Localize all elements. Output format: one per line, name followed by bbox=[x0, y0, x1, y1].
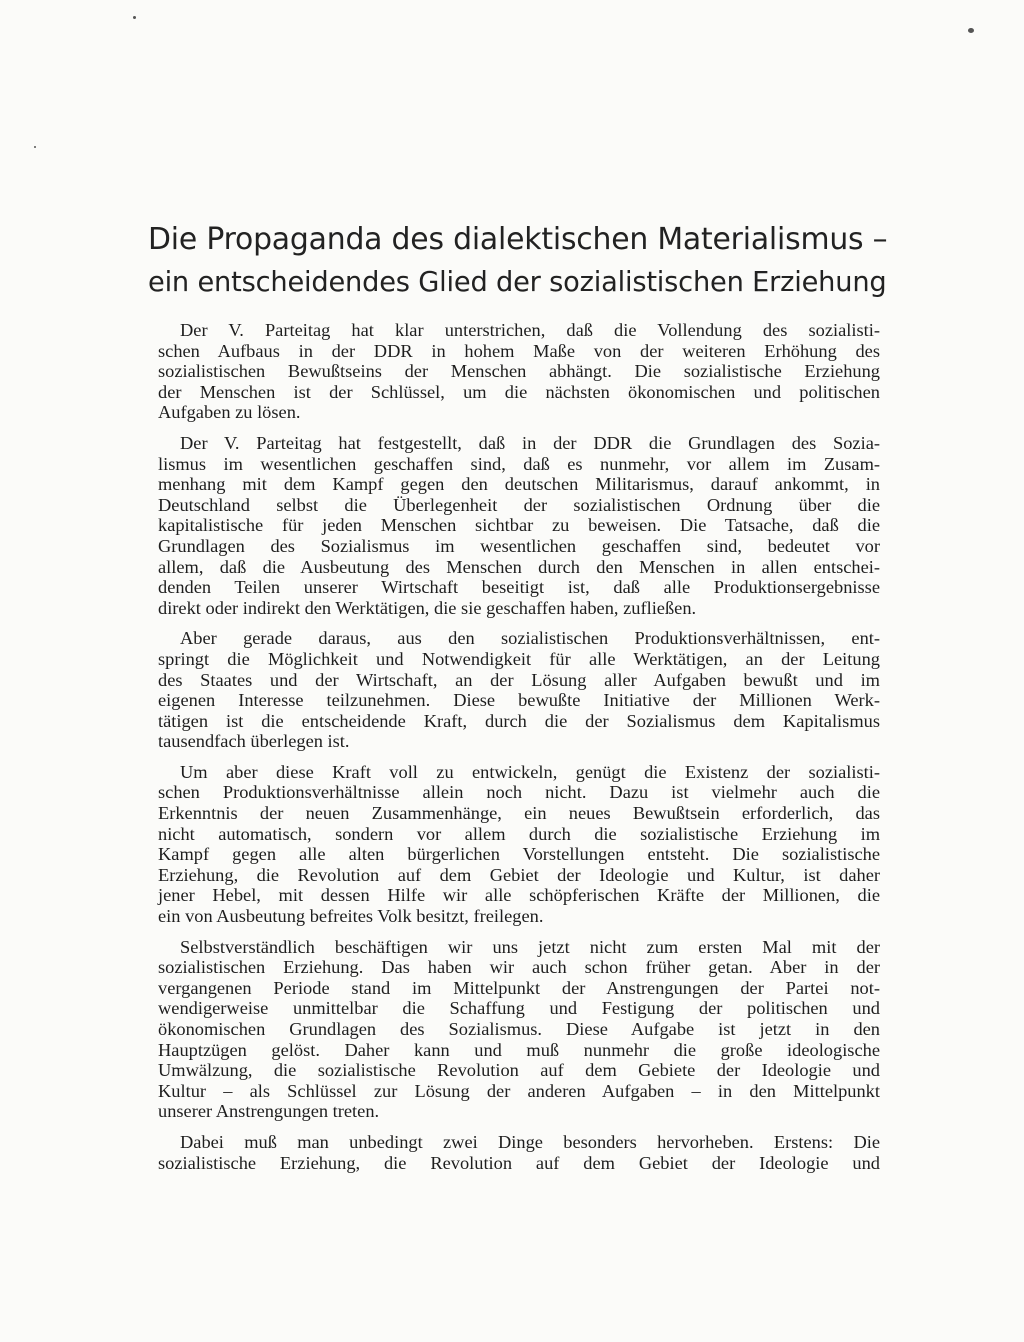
text-line: Grundlagen des Sozialismus im wesentlichen geschaffen sind, bedeutet vor bbox=[158, 535, 880, 556]
text-line: tätigen ist die entscheidende Kraft, durch die der Sozialismus dem Kapitalismus bbox=[158, 710, 880, 731]
text-line: Kampf gegen alle alten bürgerlichen Vorstellungen entsteht. Die sozialistische bbox=[158, 844, 880, 865]
paragraph bbox=[158, 1132, 880, 1173]
paragraph bbox=[158, 320, 880, 423]
text-line: Kultur – als Schlüssel zur Lösung der anderen Aufgaben – in den Mittelpunkt bbox=[158, 1080, 880, 1101]
text-line: eigenen Interesse teilzunehmen. Diese bewußte Initiative der Millionen Werk- bbox=[158, 690, 880, 711]
text-line: vergangenen Periode stand im Mittelpunkt der Anstrengungen der Partei not- bbox=[158, 977, 880, 998]
text-line: Aber gerade daraus, aus den sozialistischen Produktionsverhältnissen, ent- bbox=[180, 628, 880, 649]
title-line: Die Propaganda des dialektischen Materialismus – bbox=[148, 222, 888, 257]
text-line: ökonomischen Grundlagen des Sozialismus. Diese Aufgabe ist jetzt in den bbox=[158, 1019, 880, 1039]
text-line: nicht automatisch, sondern vor allem durch die sozialistische Erziehung im bbox=[158, 823, 880, 844]
text-line: Der V. Parteitag hat festgestellt, daß in der DDR die Grundlagen des Sozia- bbox=[180, 432, 880, 453]
text-line: sozialistische Erziehung, die Revolution auf dem Gebiet der Ideologie und bbox=[158, 1152, 880, 1173]
text-line: Selbstverständlich beschäftigen wir uns jetzt nicht zum ersten Mal mit der bbox=[180, 936, 880, 957]
text-line: menhang mit dem Kampf gegen den deutschen Militarismus, darauf ankommt, in bbox=[158, 474, 880, 495]
text-line: wendigerweise unmittelbar die Schaffung und Festigung der politischen und bbox=[158, 998, 880, 1019]
text-line: lismus im wesentlichen geschaffen sind, daß es nunmehr, vor allem im Zusam- bbox=[158, 453, 880, 474]
text-line: sozialistischen Erziehung. Das haben wir auch schon früher getan. Aber in der bbox=[158, 957, 880, 978]
text-line: direkt oder indirekt den Werktätigen, die sie geschaffen haben, zufließen. bbox=[158, 597, 697, 618]
paragraph bbox=[158, 433, 880, 618]
text-line: denden Teilen unserer Wirtschaft beseitigt ist, daß alle Produktionsergebnisse bbox=[158, 577, 880, 598]
text-line: springt die Möglichkeit und Notwendigkeit für alle Werktätigen, an der Leitung bbox=[158, 648, 880, 669]
scan-speck bbox=[968, 28, 974, 33]
text-line: Der V. Parteitag hat klar unterstrichen, daß die Vollendung des sozialisti- bbox=[180, 320, 880, 340]
text-line: Deutschland selbst die Überlegenheit der sozialistischen Ordnung über die bbox=[158, 494, 880, 515]
text-line: Hauptzügen gelöst. Daher kann und muß nunmehr die große ideologische bbox=[158, 1039, 880, 1060]
text-line: des Staates und der Wirtschaft, an der Lösung aller Aufgaben bewußt und im bbox=[158, 669, 880, 690]
scan-speck bbox=[133, 16, 136, 19]
text-line: Um aber diese Kraft voll zu entwickeln, genügt die Existenz der sozialisti- bbox=[180, 761, 880, 782]
text-line: kapitalistische für jeden Menschen sichtbar zu beweisen. Die Tatsache, daß die bbox=[158, 515, 880, 536]
paragraph bbox=[158, 628, 880, 752]
text-line: Dabei muß man unbedingt zwei Dinge besonders hervorheben. Erstens: Die bbox=[180, 1131, 880, 1152]
text-line: unserer Anstrengungen treten. bbox=[158, 1101, 380, 1122]
article-body bbox=[158, 320, 880, 1183]
text-line: ein von Ausbeutung befreites Volk besitzt, freilegen. bbox=[158, 906, 544, 927]
text-line: Aufgaben zu lösen. bbox=[158, 402, 301, 423]
text-line: jener Hebel, mit dessen Hilfe wir alle schöpferischen Kräfte der Millionen, die bbox=[158, 885, 880, 906]
title-line: ein entscheidendes Glied der sozialistischen Erziehung bbox=[148, 267, 887, 298]
text-line: allem, daß die Ausbeutung des Menschen durch den Menschen in allen entschei- bbox=[158, 556, 880, 577]
scan-speck bbox=[34, 146, 36, 148]
text-line: Erziehung, die Revolution auf dem Gebiet der Ideologie und Kultur, ist daher bbox=[158, 864, 880, 885]
text-line: der Menschen ist der Schlüssel, um die nächsten ökonomischen und politischen bbox=[158, 381, 880, 402]
article-title bbox=[148, 218, 888, 304]
text-line: schen Produktionsverhältnisse allein noch nicht. Dazu ist vielmehr auch die bbox=[158, 782, 880, 803]
text-line: tausendfach überlegen ist. bbox=[158, 731, 350, 752]
paragraph bbox=[158, 762, 880, 927]
text-line: Umwälzung, die sozialistische Revolution auf dem Gebiete der Ideologie und bbox=[158, 1060, 880, 1081]
text-line: Erkenntnis der neuen Zusammenhänge, ein neues Bewußtsein erforderlich, das bbox=[158, 803, 880, 824]
text-line: sozialistischen Bewußtseins der Menschen abhängt. Die sozialistische Erziehung bbox=[158, 361, 880, 382]
text-line: schen Aufbaus in der DDR in hohem Maße von der weiteren Erhöhung des bbox=[158, 340, 880, 361]
paragraph bbox=[158, 937, 880, 1122]
